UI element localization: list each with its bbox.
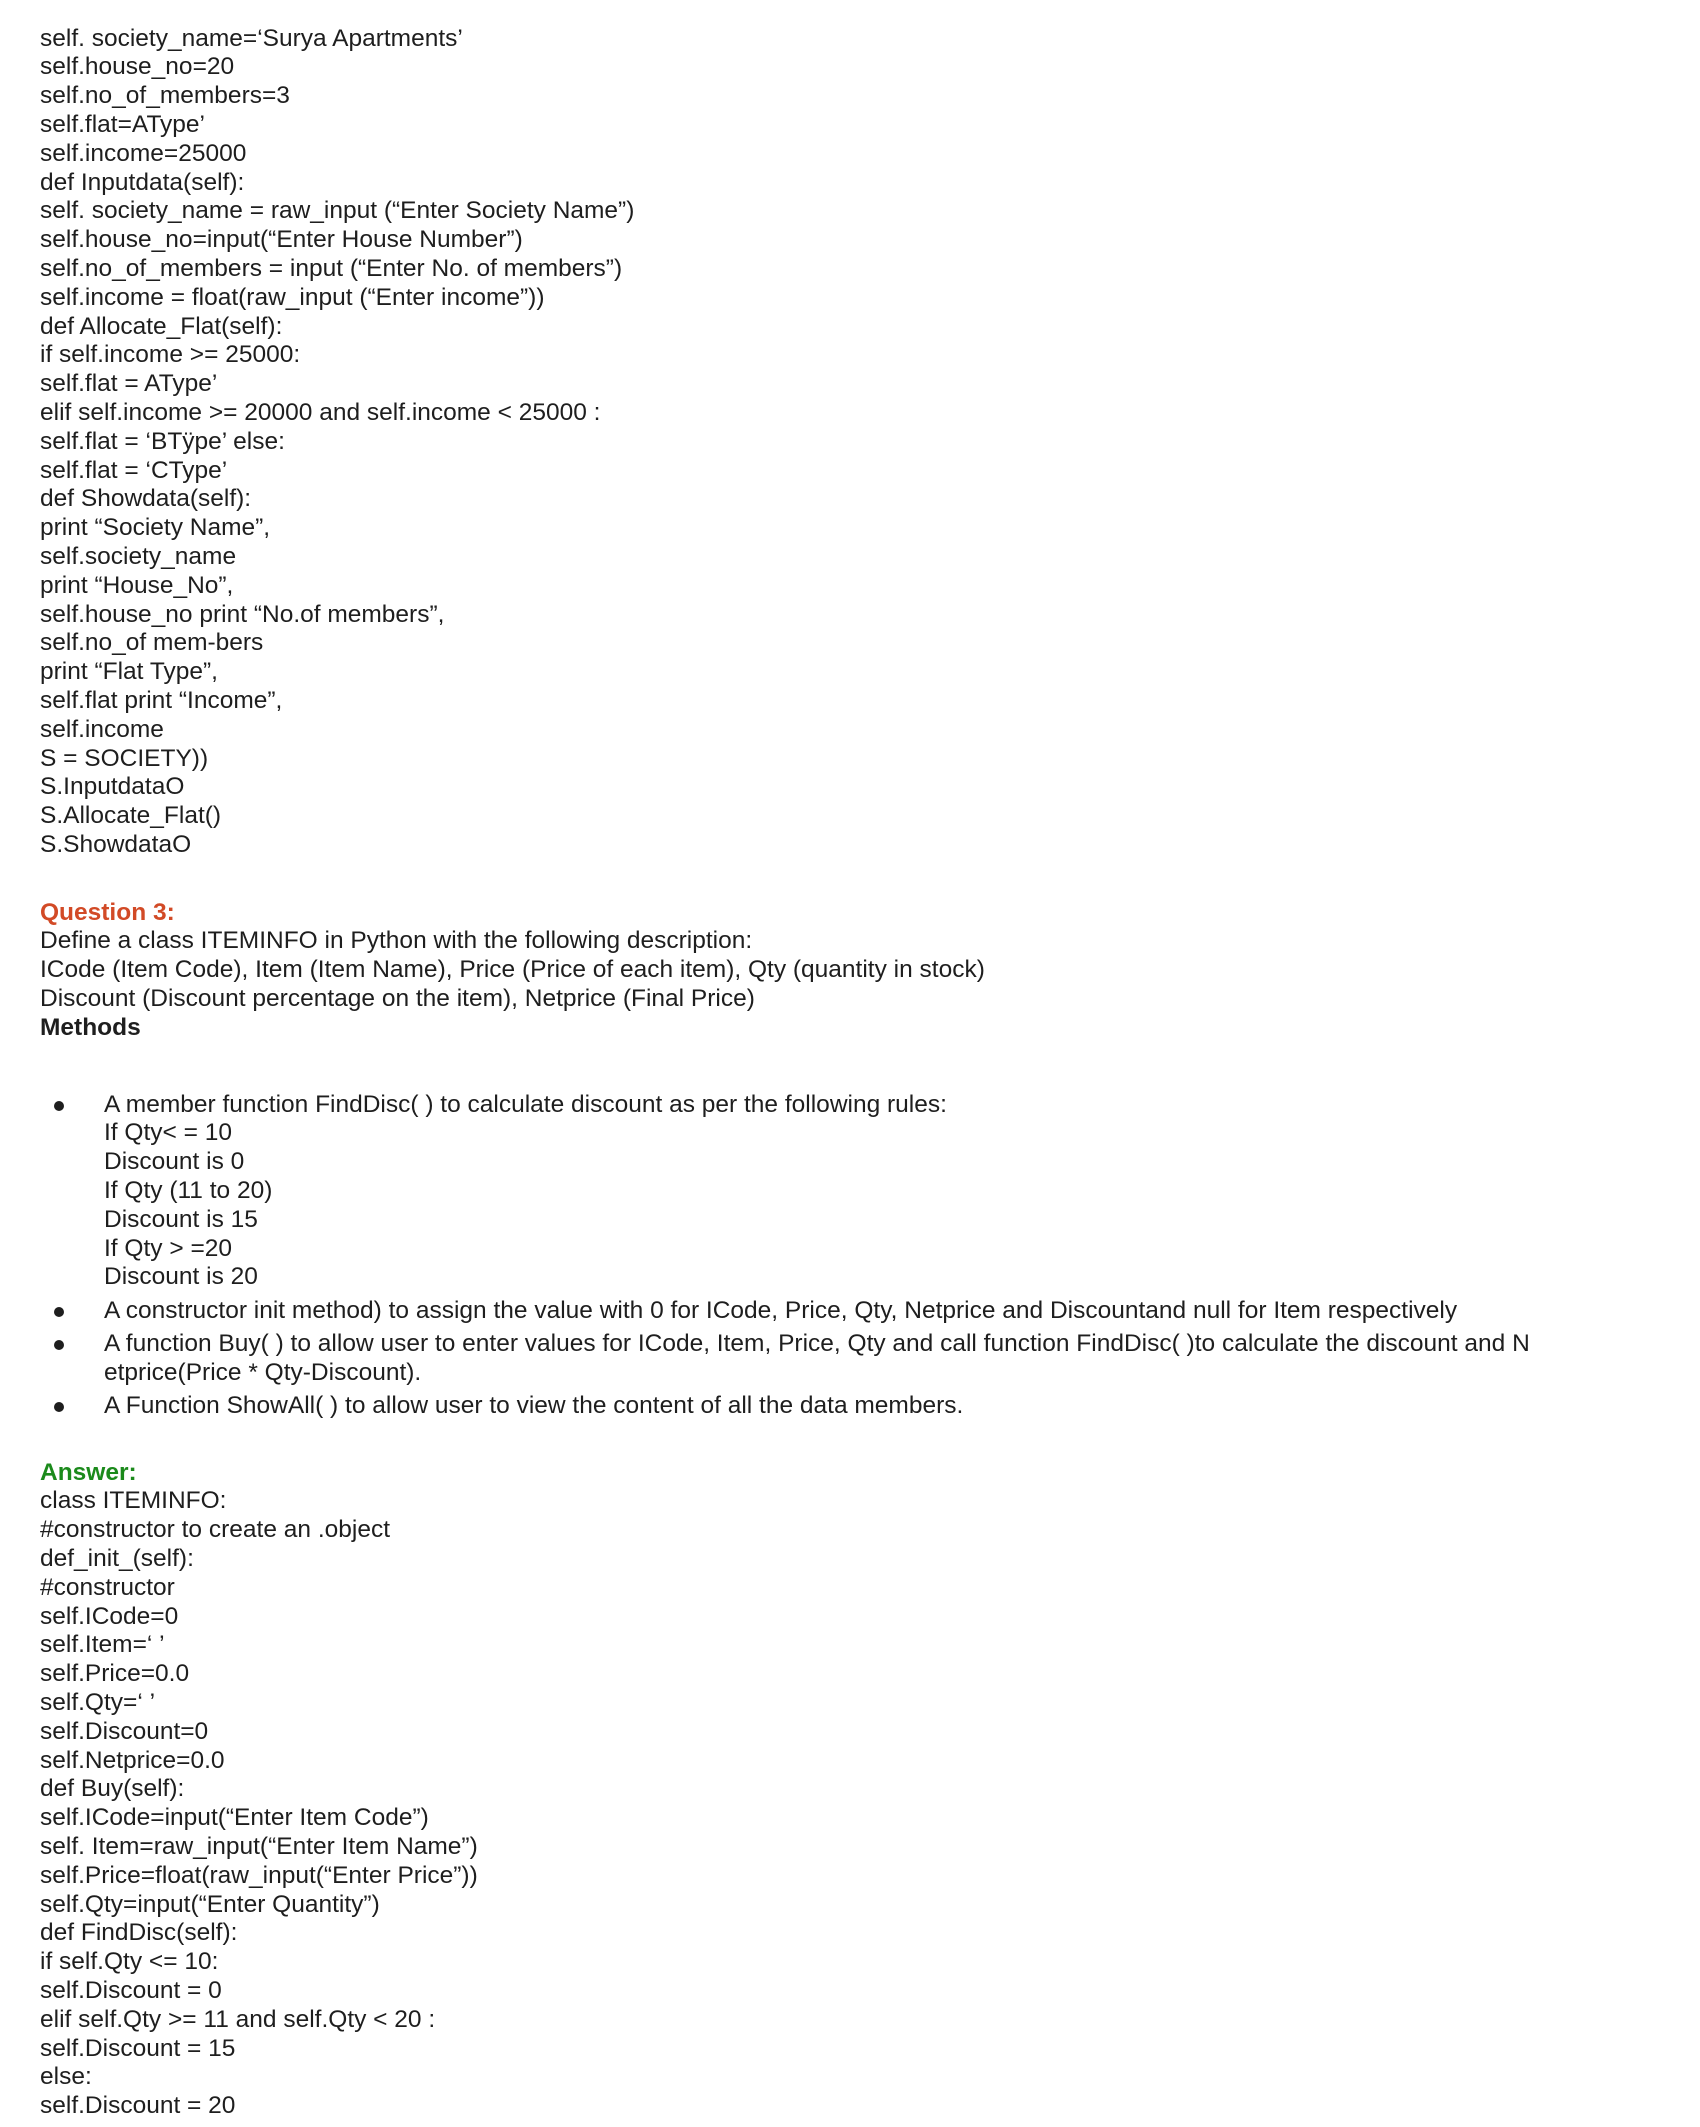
question-heading: Question 3: — [40, 898, 175, 926]
method-text: etprice(Price * Qty-Discount). — [104, 1358, 422, 1386]
method-text: Discount is 15 — [104, 1205, 258, 1233]
code-line: self.flat = ‘CType’ — [40, 456, 228, 484]
answer-section — [40, 1459, 1660, 2121]
code-line: if self.income >= 25000: — [40, 341, 301, 369]
code-line: self.ICode=0 — [40, 1602, 179, 1630]
method-text: If Qty > =20 — [104, 1234, 233, 1262]
code-line: self.Discount = 15 — [40, 2034, 236, 2062]
code-line: self.ICode=input(“Enter Item Code”) — [40, 1804, 429, 1832]
code-line: self.Price=float(raw_input(“Enter Price”)) — [40, 1861, 478, 1889]
code-line: print “House_No”, — [40, 571, 234, 599]
code-line: self.Netprice=0.0 — [40, 1746, 225, 1774]
code-line: self.house_no=20 — [40, 53, 235, 81]
method-text: If Qty (11 to 20) — [104, 1176, 273, 1204]
code-line: self.no_of_members=3 — [40, 82, 290, 110]
code-line: def Buy(self): — [40, 1775, 185, 1803]
bullet-icon — [54, 1101, 64, 1111]
code-line: elif self.Qty >= 11 and self.Qty < 20 : — [40, 2005, 436, 2033]
code-line: S.InputdataO — [40, 773, 185, 801]
code-line: self.flat = ‘BTÿpe’ else: — [40, 427, 285, 455]
code-line: self.Qty=‘ ’ — [40, 1688, 156, 1716]
method-text: A constructor init method) to assign the value with 0 for ICode, Price, Qty, Netprice and Discountand null for Item respectively — [104, 1296, 1458, 1324]
code-line: if self.Qty <= 10: — [40, 1948, 219, 1976]
code-line: self. society_name=‘Surya Apartments’ — [40, 24, 463, 52]
code-line: def Allocate_Flat(self): — [40, 312, 283, 340]
methods-list — [40, 1091, 1660, 1426]
code-line: def Showdata(self): — [40, 485, 252, 513]
code-line: self.Discount=0 — [40, 1717, 209, 1745]
code-line: self.no_of mem-bers — [40, 629, 264, 657]
code-line: self.flat print “Income”, — [40, 686, 283, 714]
code-line: print “Society Name”, — [40, 514, 271, 542]
code-line: self.house_no print “No.of members”, — [40, 600, 445, 628]
method-text: A function Buy( ) to allow user to enter values for ICode, Item, Price, Qty and call function FindDisc( )to calculate the discount and N — [104, 1329, 1530, 1357]
code-line: print “Flat Type”, — [40, 658, 218, 686]
code-line: self.flat = AType’ — [40, 370, 218, 398]
code-line: self.no_of_members = input (“Enter No. of members”) — [40, 254, 623, 282]
code-line: S = SOCIETY)) — [40, 744, 209, 772]
method-text: A Function ShowAll( ) to allow user to view the content of all the data members. — [104, 1392, 964, 1420]
code-line: self.house_no=input(“Enter House Number”) — [40, 226, 523, 254]
code-line: #constructor — [40, 1573, 175, 1601]
code-line: self.Qty=input(“Enter Quantity”) — [40, 1890, 380, 1918]
code-line: def FindDisc(self): — [40, 1919, 238, 1947]
code-line: def_init_(self): — [40, 1544, 194, 1572]
question-description-line: Define a class ITEMINFO in Python with the following description: — [40, 927, 753, 955]
bullet-icon — [54, 1402, 64, 1412]
code-line: self.income = float(raw_input (“Enter income”)) — [40, 283, 545, 311]
question-description-line: ICode (Item Code), Item (Item Name), Price (Price of each item), Qty (quantity in stock) — [40, 956, 985, 984]
code-line: elif self.income >= 20000 and self.income < 25000 : — [40, 398, 601, 426]
method-text: A member function FindDisc( ) to calculate discount as per the following rules: — [104, 1090, 947, 1118]
question-section — [40, 899, 1660, 1043]
code-line: self. Item=raw_input(“Enter Item Name”) — [40, 1832, 478, 1860]
code-line: else: — [40, 2063, 92, 2091]
bullet-icon — [54, 1307, 64, 1317]
code-line: S.ShowdataO — [40, 830, 192, 858]
code-line: #constructor to create an .object — [40, 1516, 390, 1544]
method-item-constructor — [40, 1297, 1660, 1326]
code-line: self.Discount = 20 — [40, 2092, 236, 2120]
method-text: If Qty< = 10 — [104, 1119, 233, 1147]
code-line: self.Price=0.0 — [40, 1660, 190, 1688]
method-text: Discount is 20 — [104, 1263, 258, 1291]
code-line: self.Item=‘ ’ — [40, 1631, 165, 1659]
code-line: self.income=25000 — [40, 139, 247, 167]
code-line: self. society_name = raw_input (“Enter Society Name”) — [40, 197, 635, 225]
code-line: self.flat=AType’ — [40, 110, 206, 138]
answer-heading: Answer: — [40, 1458, 137, 1486]
methods-label: Methods — [40, 1013, 141, 1041]
question-description-line: Discount (Discount percentage on the item), Netprice (Final Price) — [40, 984, 755, 1012]
method-item-buy — [40, 1330, 1660, 1388]
bullet-icon — [54, 1340, 64, 1350]
code-line: self.Discount = 0 — [40, 1976, 222, 2004]
code-line: S.Allocate_Flat() — [40, 802, 222, 830]
method-item-finddisc — [40, 1091, 1660, 1293]
method-item-showall — [40, 1392, 1660, 1421]
code-block-society — [40, 25, 1660, 860]
code-line: self.society_name — [40, 542, 237, 570]
code-line: def Inputdata(self): — [40, 168, 245, 196]
method-text: Discount is 0 — [104, 1148, 245, 1176]
code-line: class ITEMINFO: — [40, 1487, 227, 1515]
code-line: self.income — [40, 715, 164, 743]
